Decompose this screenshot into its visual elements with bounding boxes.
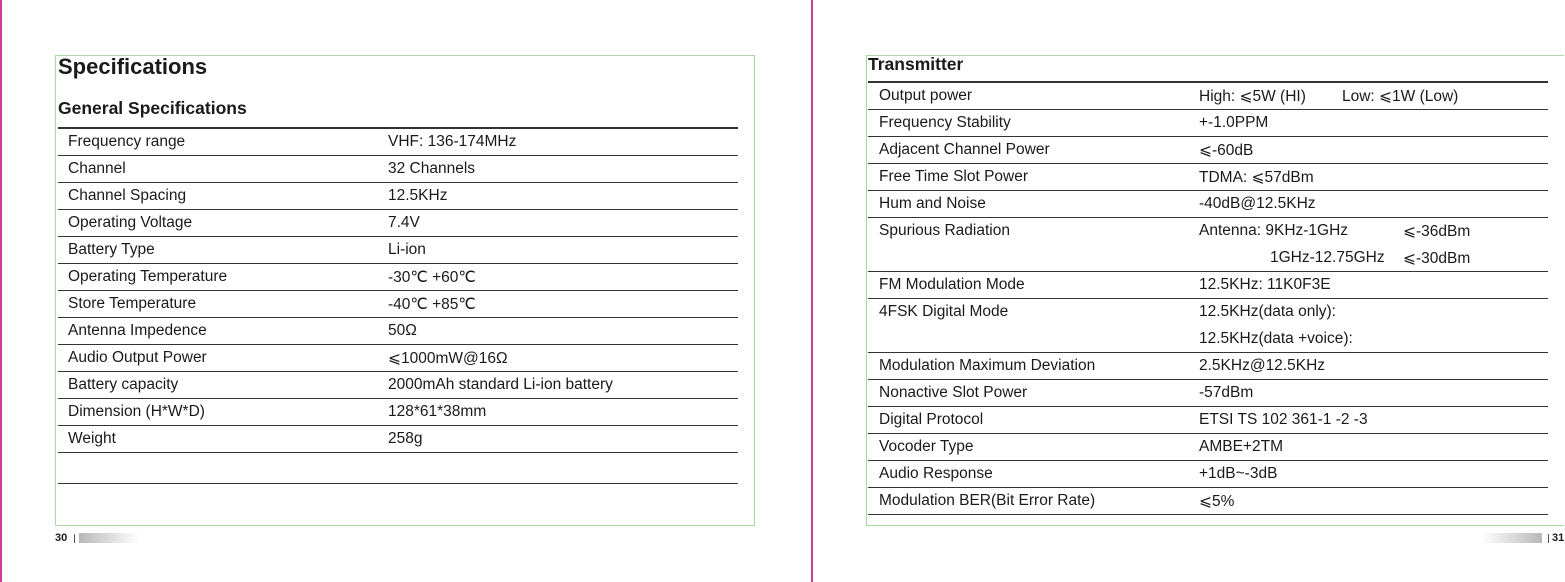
spec-label: Spurious Radiation [879,222,1010,239]
spec-label: Hum and Noise [879,195,986,212]
table-row [58,345,738,372]
spec-value-secondary: Low: ⩽1W (Low) [1342,88,1459,105]
spec-value: VHF: 136-174MHz [388,133,517,150]
spec-value: 12.5KHz(data only): [1199,303,1336,320]
spec-value: 12.5KHz [388,187,448,204]
table-row [58,183,738,210]
spec-value: 258g [388,430,423,447]
table-row [868,191,1548,218]
spec-label: Dimension (H*W*D) [68,403,205,420]
page-footer-bar [79,533,139,543]
spec-value: AMBE+2TM [1199,438,1283,455]
section-heading-transmitter: Transmitter [868,54,964,74]
spec-label: Store Temperature [68,295,197,312]
table-row [868,137,1548,164]
spec-value: ⩽1000mW@16Ω [388,350,508,367]
spec-label: Battery Type [68,241,155,258]
spec-label: Output power [879,87,973,104]
spec-value: -30℃ +60℃ [388,269,476,286]
page-title: Specifications [58,54,208,79]
spec-label: Audio Output Power [68,349,207,366]
spec-value: High: ⩽5W (HI) [1199,88,1306,105]
spec-label: Digital Protocol [879,411,984,428]
spec-label: Vocoder Type [879,438,974,455]
table-row [868,164,1548,191]
page-number-left: 30 [55,532,68,544]
table-row [868,110,1548,137]
table-row [58,372,738,399]
spec-value: Li-ion [388,241,426,258]
spec-value: 2.5KHz@12.5KHz [1199,357,1326,374]
table-row [58,264,738,291]
spec-label: Weight [68,430,116,447]
table-row [58,210,738,237]
spec-value: 50Ω [388,322,417,339]
spec-label: Modulation BER(Bit Error Rate) [879,492,1096,509]
table-row [58,237,738,264]
spec-label: Frequency Stability [879,114,1011,131]
table-row [868,299,1548,353]
spec-value: TDMA: ⩽57dBm [1199,169,1314,186]
spec-label: Operating Voltage [68,214,193,231]
spec-label: Battery capacity [68,376,179,393]
spec-value-line2: 1GHz-12.75GHz [1270,249,1385,266]
table-row [868,434,1548,461]
page-number-separator [1548,534,1549,543]
spec-label: Free Time Slot Power [879,168,1029,185]
table-row [868,380,1548,407]
table-row [868,488,1548,515]
table-row [868,83,1548,110]
spec-value-secondary: ⩽-36dBm [1403,223,1471,240]
table-row [868,353,1548,380]
spec-value-line2-secondary: ⩽-30dBm [1403,250,1471,267]
table-row [58,399,738,426]
spec-label: 4FSK Digital Mode [879,303,1009,320]
spec-label: FM Modulation Mode [879,276,1025,293]
table-row [868,218,1548,272]
spec-value: ETSI TS 102 361-1 -2 -3 [1199,411,1368,428]
spec-value: +-1.0PPM [1199,114,1269,131]
table-row-empty [58,453,738,484]
table-row [58,426,738,453]
spec-value: 2000mAh standard Li-ion battery [388,376,613,393]
spec-label: Frequency range [68,133,186,150]
page-edge-left [0,0,2,582]
spec-label: Channel [68,160,126,177]
section-heading-general: General Specifications [58,98,247,118]
spec-label: Adjacent Channel Power [879,141,1050,158]
spec-value: ⩽-60dB [1199,142,1254,159]
spec-value: 128*61*38mm [388,403,487,420]
spec-label: Antenna Impedence [68,322,207,339]
spec-value: +1dB~-3dB [1199,465,1278,482]
table-row [868,407,1548,434]
spec-label: Modulation Maximum Deviation [879,357,1096,374]
book-spine [811,0,813,582]
spec-value: 12.5KHz: 11K0F3E [1199,276,1331,293]
spec-value: Antenna: 9KHz-1GHz [1199,222,1349,239]
table-row [58,156,738,183]
table-row [868,461,1548,488]
table-row [58,318,738,345]
spec-value: -40dB@12.5KHz [1199,195,1316,212]
page-footer-bar [1482,533,1542,543]
spec-label: Operating Temperature [68,268,228,285]
spec-value: ⩽5% [1199,493,1235,510]
table-row [58,291,738,318]
spec-value-line2: 12.5KHz(data +voice): [1199,330,1353,347]
spec-value: -40℃ +85℃ [388,296,476,313]
spec-label: Nonactive Slot Power [879,384,1028,401]
spec-value: -57dBm [1199,384,1254,401]
spec-value: 32 Channels [388,160,476,177]
spec-label: Audio Response [879,465,993,482]
table-row [868,272,1548,299]
spec-label: Channel Spacing [68,187,187,204]
spec-value: 7.4V [388,214,420,231]
page-number-separator [74,534,75,543]
table-row [58,129,738,156]
page-number-right: 31 [1552,532,1565,544]
